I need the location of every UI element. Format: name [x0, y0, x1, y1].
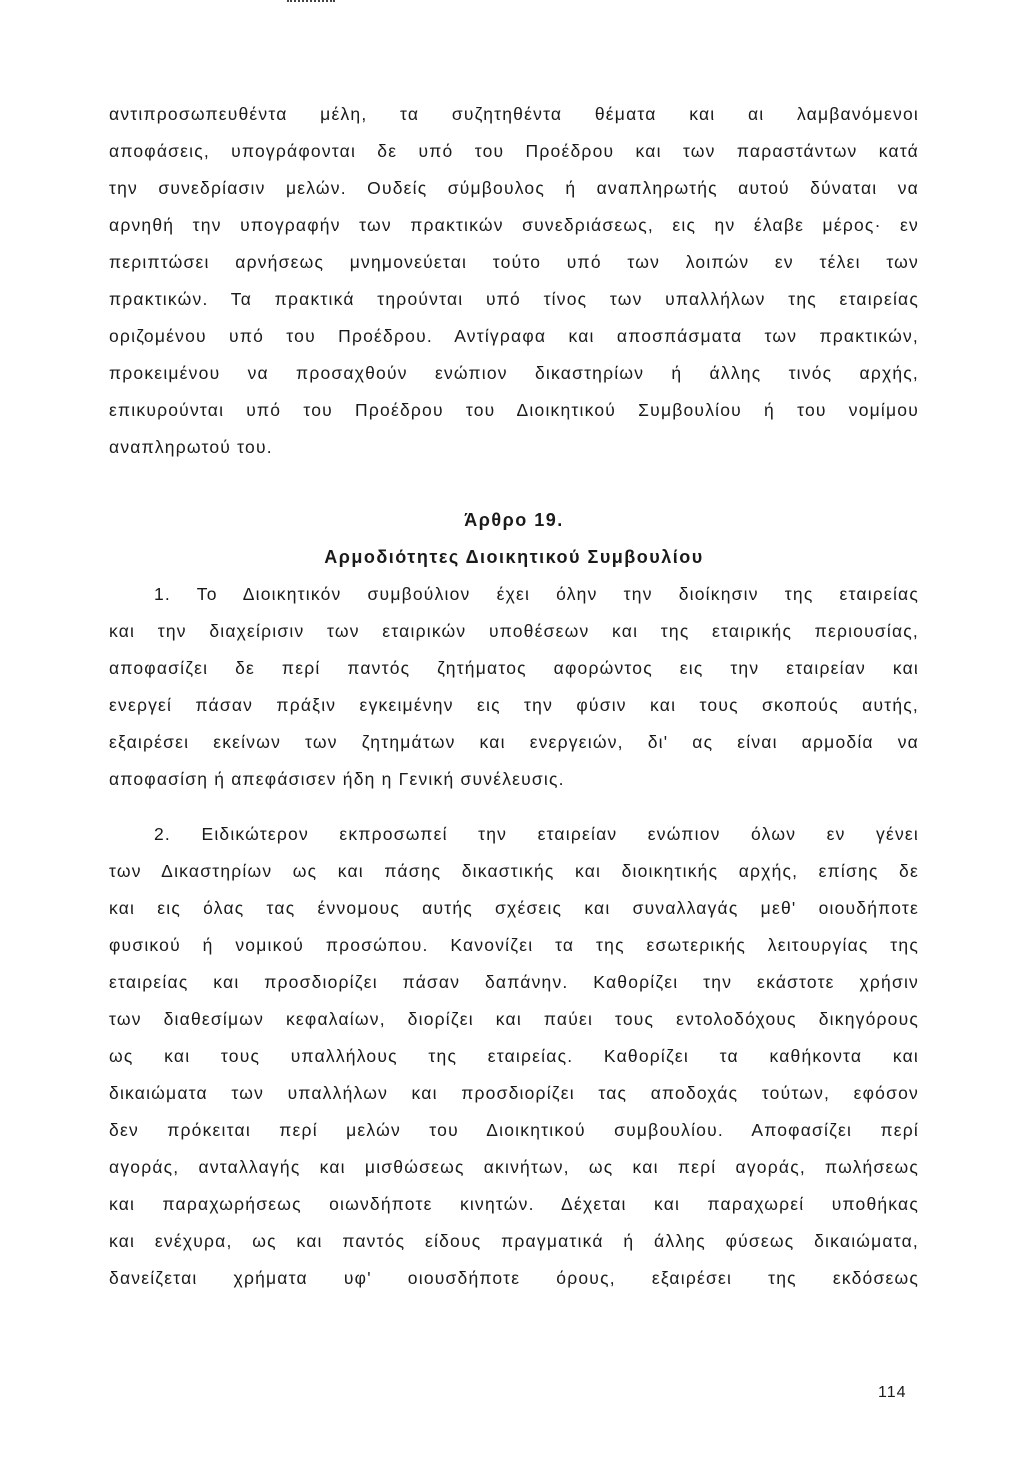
text-line: αντιπροσωπευθέντα μέλη, τα συζητηθέντα θέματα και αι λαμβανόμενοι [109, 104, 919, 124]
document-page [109, 96, 919, 1297]
text-line: ως και τους υπαλλήλους της εταιρείας. Καθορίζει τα καθήκοντα και [109, 1046, 919, 1066]
text-line: δεν πρόκειται περί μελών του Διοικητικού συμβουλίου. Αποφασίζει περί [109, 1120, 919, 1140]
text-line: πρακτικών. Τα πρακτικά τηρούνται υπό τίνος των υπαλλήλων της εταιρείας [109, 289, 919, 309]
text-line: αποφασίζει δε περί παντός ζητήματος αφορώντος εις την εταιρείαν και [109, 658, 919, 678]
text-line: των Δικαστηρίων ως και πάσης δικαστικής και διοικητικής αρχής, επίσης δε [109, 861, 919, 881]
text-line: δικαιώματα των υπαλλήλων και προσδιορίζει τας αποδοχάς τούτων, εφόσον [109, 1083, 919, 1103]
text-line: αγοράς, ανταλλαγής και μισθώσεως ακινήτων, ως και περί αγοράς, πωλήσεως [109, 1157, 919, 1177]
text-line: 1. Το Διοικητικόν συμβούλιον έχει όλην την διοίκησιν της εταιρείας [154, 584, 919, 604]
text-line: 2. Ειδικώτερον εκπροσωπεί την εταιρείαν ενώπιον όλων εν γένει [154, 824, 919, 844]
text-line: οριζομένου υπό του Προέδρου. Αντίγραφα και αποσπάσματα των πρακτικών, [109, 326, 919, 346]
text-line: φυσικού ή νομικού προσώπου. Κανονίζει τα της εσωτερικής λειτουργίας της [109, 935, 919, 955]
text-line: προκειμένου να προσαχθούν ενώπιον δικαστηρίων ή άλλης τινός αρχής, [109, 363, 919, 383]
intro-paragraph [109, 96, 919, 466]
text-line: εξαιρέσει εκείνων των ζητημάτων και ενεργειών, δι' ας είναι αρμοδία να [109, 732, 919, 752]
text-line: των διαθεσίμων κεφαλαίων, διορίζει και παύει τους εντολοδόχους δικηγόρους [109, 1009, 919, 1029]
text-line: εταιρείας και προσδιορίζει πάσαν δαπάνην. Καθορίζει την εκάστοτε χρήσιν [109, 972, 919, 992]
text-line: αποφάσεις, υπογράφονται δε υπό του Προέδρου και των παραστάντων κατά [109, 141, 919, 161]
text-line: και την διαχείρισιν των εταιρικών υποθέσεων και της εταιρικής περιουσίας, [109, 621, 919, 641]
text-line: αναπληρωτού του. [109, 437, 273, 457]
text-line: περιπτώσει αρνήσεως μνημονεύεται τούτο υπό των λοιπών εν τέλει των [109, 252, 919, 272]
text-line: την συνεδρίασιν μελών. Ουδείς σύμβουλος ή αναπληρωτής αυτού δύναται να [109, 178, 919, 198]
text-line: ενεργεί πάσαν πράξιν εγκειμένην εις την φύσιν και τους σκοπούς αυτής, [109, 695, 919, 715]
text-line: επικυρούνται υπό του Προέδρου του Διοικητικού Συμβουλίου ή του νομίμου [109, 400, 919, 420]
text-line: δανείζεται χρήματα υφ' οιουσδήποτε όρους, εξαιρέσει της εκδόσεως [109, 1268, 919, 1288]
text-line: και ενέχυρα, ως και παντός είδους πραγματικά ή άλλης φύσεως δικαιώματα, [109, 1231, 919, 1251]
page-number: 114 [878, 1384, 907, 1401]
article-heading: Άρθρο 19. [464, 510, 564, 530]
article-title: Αρμοδιότητες Διοικητικού Συμβουλίου [324, 547, 704, 567]
text-line: αποφασίση ή απεφάσισεν ήδη η Γενική συνέλευσις. [109, 769, 565, 789]
scan-artifact-mark [287, 0, 335, 6]
text-line: αρνηθή την υπογραφήν των πρακτικών συνεδριάσεως, εις ην έλαβε μέρος· εν [109, 215, 919, 235]
text-line: και εις όλας τας έννομους αυτής σχέσεις και συναλλαγάς μεθ' οιουδήποτε [109, 898, 919, 918]
paragraph-1 [109, 576, 919, 798]
text-line: και παραχωρήσεως οιωνδήποτε κινητών. Δέχεται και παραχωρεί υποθήκας [109, 1194, 919, 1214]
paragraph-2 [109, 816, 919, 1297]
